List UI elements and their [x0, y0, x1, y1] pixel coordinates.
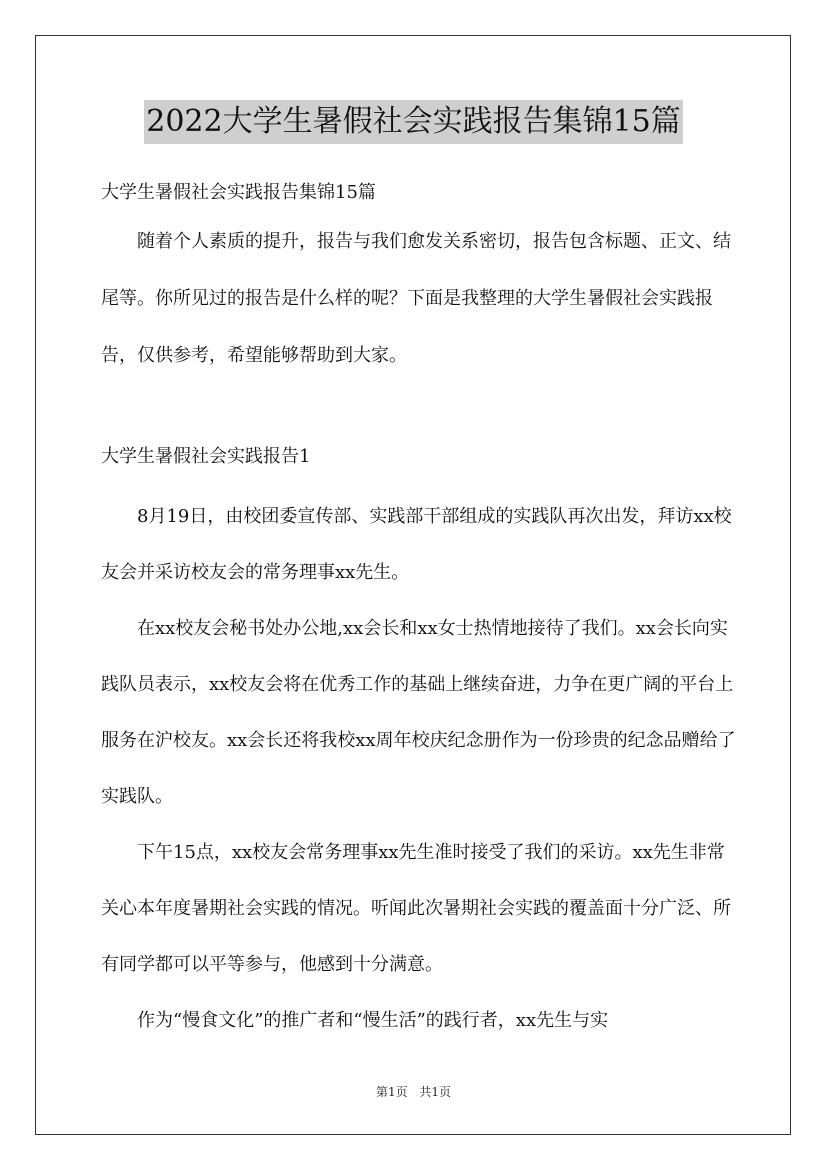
spacer — [101, 384, 741, 442]
page-total: 共1页 — [419, 1085, 452, 1099]
body-paragraph-1: 8月19日，由校团委宣传部、实践部干部组成的实践队再次出发，拜访xx校友会并采访校友会的常务理事xx先生。 — [101, 506, 732, 583]
document-title: 2022大学生暑假社会实践报告集锦15篇 — [144, 100, 683, 144]
spacer — [101, 472, 741, 489]
body-paragraph-2: 在xx校友会秘书处办公地,xx会长和xx女士热情地接待了我们。xx会长向实践队员表示，xx校友会将在优秀工作的基础上继续奋进，力争在更广阔的平台上服务在沪校友。xx会长还将我校xx周年校庆纪念册作为一份珍贵的纪念品赠给了实践队。 — [101, 618, 736, 807]
section-heading: 大学生暑假社会实践报告1 — [101, 446, 311, 467]
page-footer — [0, 1083, 827, 1101]
body-paragraph-3: 下午15点，xx校友会常务理事xx先生准时接受了我们的采访。xx先生非常关心本年度暑期社会实践的情况。听闻此次暑期社会实践的覆盖面十分广泛、所有同学都可以平等参与，他感到十分满意。 — [101, 842, 731, 975]
intro-paragraph: 随着个人素质的提升，报告与我们愈发关系密切，报告包含标题、正文、结尾等。你所见过的报告是什么样的呢？下面是我整理的大学生暑假社会实践报告，仅供参考，希望能够帮助到大家。 — [101, 231, 731, 366]
document-subtitle: 大学生暑假社会实践报告集锦15篇 — [101, 182, 376, 203]
document-body — [101, 178, 741, 1049]
title-block — [0, 100, 827, 144]
body-paragraph-4: 作为“慢食文化”的推广者和“慢生活”的践行者，xx先生与实 — [137, 1010, 609, 1031]
page-number: 第1页 — [375, 1085, 408, 1099]
